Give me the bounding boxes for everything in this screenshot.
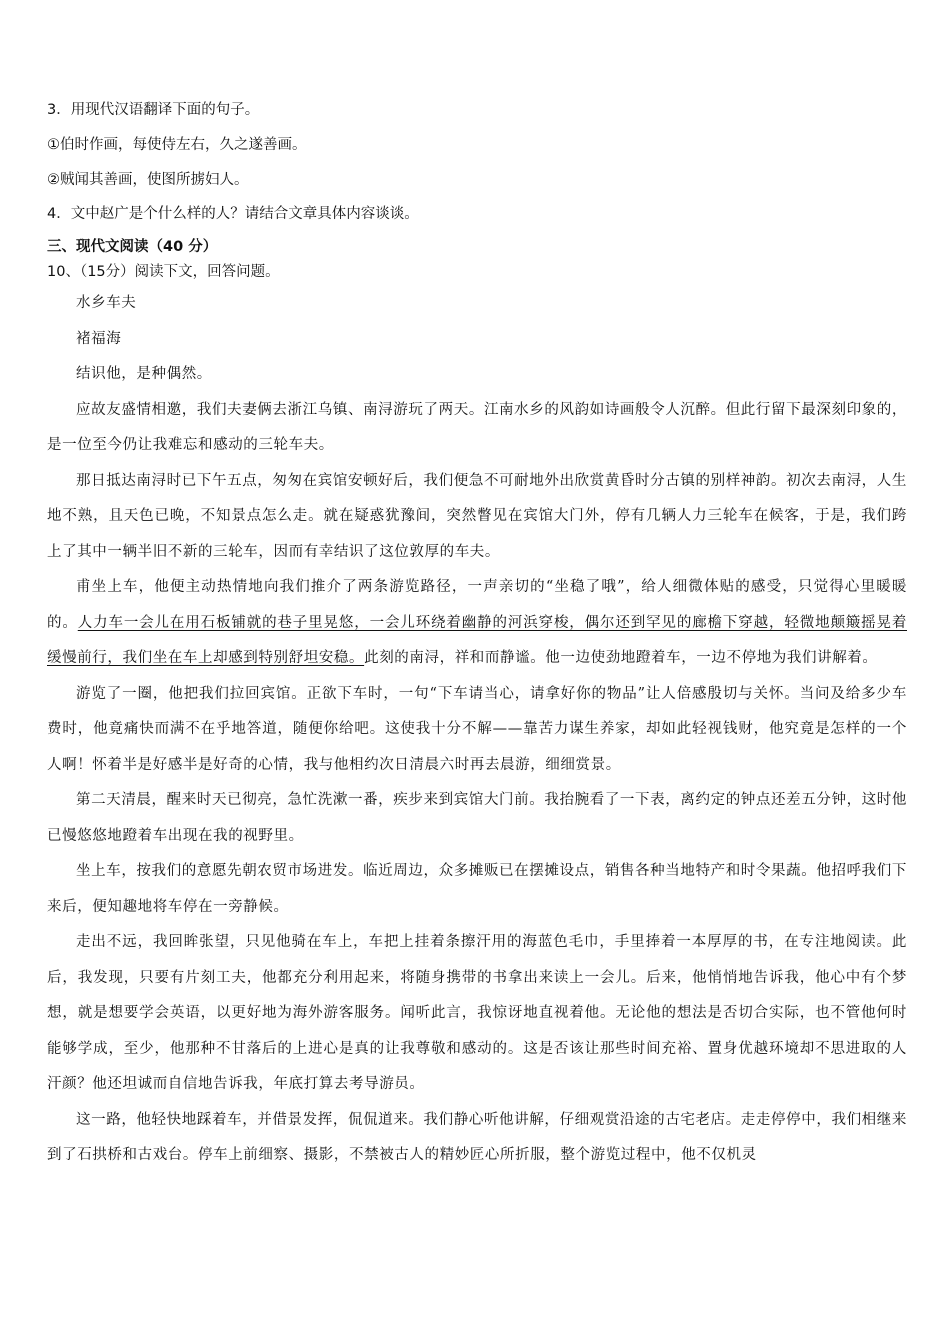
paragraph-6: 第二天清晨，醒来时天已彻亮，急忙洗漱一番，疾步来到宾馆大门前。我抬腕看了一下表，离约定的钟点还差五分钟，这时他已慢悠悠地蹬着车出现在我的视野里。: [47, 792, 907, 844]
paragraph-4-end: 此刻的南浔，祥和而静谧。他一边使劲地蹬着车，一边不停地为我们讲解着。: [364, 650, 878, 666]
article-title: 水乡车夫: [76, 295, 137, 311]
paragraph-9: 这一路，他轻快地踩着车，并借景发挥，侃侃道来。我们静心听他讲解，仔细观赏沿途的古宅老店。走走停停中，我们相继来到了石拱桥和古戏台。停车上前细察、摄影，不禁被古人的精妙匠心所折服，整个游览过程中，他不仅机灵: [47, 1111, 907, 1163]
question-3-sentence-1: ①伯时作画，每使侍左右，久之遂善画。: [47, 137, 307, 153]
paragraph-3: 那日抵达南浔时已下午五点，匆匆在宾馆安顿好后，我们便急不可耐地外出欣赏黄昏时分古镇的别样神韵。初次去南浔，人生地不熟，且天色已晚，不知景点怎么走。就在疑惑犹豫间，突然瞥见在宾馆大门外，停有几辆人力三轮车在候客，于是，我们跨上了其中一辆半旧不新的三轮车，因而有幸结识了这位敦厚的车夫。: [47, 472, 907, 560]
question-4: 4．文中赵广是个什么样的人？请结合文章具体内容谈谈。: [47, 206, 419, 222]
paragraph-4-start: 甫坐上车，他便主动热情地向我们推介了两条游览路径，一声亲切的“坐稳了哦”，给人细微体贴的感受，只觉得心里暖暖的。: [47, 579, 907, 631]
section-heading: 三、现代文阅读（40 分）: [47, 239, 218, 255]
paragraph-1: 结识他，是种偶然。: [76, 366, 212, 382]
paragraph-2: 应故友盛情相邀，我们夫妻俩去浙江乌镇、南浔游玩了两天。江南水乡的风韵如诗画般令人沉醉。但此行留下最深刻印象的，是一位至今仍让我难忘和感动的三轮车夫。: [47, 401, 907, 453]
underlined-sentence: 人力车一会儿在用石板铺就的巷子里晃悠，一会儿环绕着幽静的河浜穿梭，偶尔还到罕见的廊檐下穿越，轻微地颠簸摇晃着缓慢前行，我们坐在车上却感到特别舒坦安稳。: [47, 614, 907, 666]
article-body: [47, 286, 907, 1174]
paragraph-5: 游览了一圈，他把我们拉回宾馆。正欲下车时，一句“下车请当心，请拿好你的物品”让人倍感殷切与关怀。当问及给多少车费时，他竟痛快而满不在乎地答道，随便你给吧。这使我十分不解——靠苦力谋生养家，却如此轻视钱财，他究竟是怎样的一个人啊！怀着半是好感半是好奇的心情，我与他相约次日清晨六时再去晨游，细细赏景。: [47, 685, 907, 773]
question-10-intro: 10、（15分）阅读下文，回答问题。: [47, 264, 280, 280]
question-3: 3．用现代汉语翻译下面的句子。: [47, 102, 260, 118]
paragraph-4: [47, 570, 907, 677]
question-3-sentence-2: ②贼闻其善画，使图所掳妇人。: [47, 172, 249, 188]
paragraph-7: 坐上车，按我们的意愿先朝农贸市场进发。临近周边，众多摊贩已在摆摊设点，销售各种当地特产和时令果蔬。他招呼我们下来后，便知趣地将车停在一旁静候。: [47, 863, 907, 915]
article-author: 褚福海: [76, 330, 122, 347]
paragraph-8: 走出不远，我回眸张望，只见他骑在车上，车把上挂着条擦汗用的海蓝色毛巾，手里捧着一本厚厚的书，在专注地阅读。此后，我发现，只要有片刻工夫，他都充分利用起来，将随身携带的书拿出来读上一会儿。后来，他悄悄地告诉我，他心中有个梦想，就是想要学会英语，以更好地为海外游客服务。闻听此言，我惊讶地直视着他。无论他的想法是否切合实际，也不管他何时能够学成，至少，他那种不甘落后的上进心是真的让我尊敬和感动的。这是否该让那些时间充裕、置身优越环境却不思进取的人汗颜？他还坦诚而自信地告诉我，年底打算去考导游员。: [47, 934, 907, 1092]
